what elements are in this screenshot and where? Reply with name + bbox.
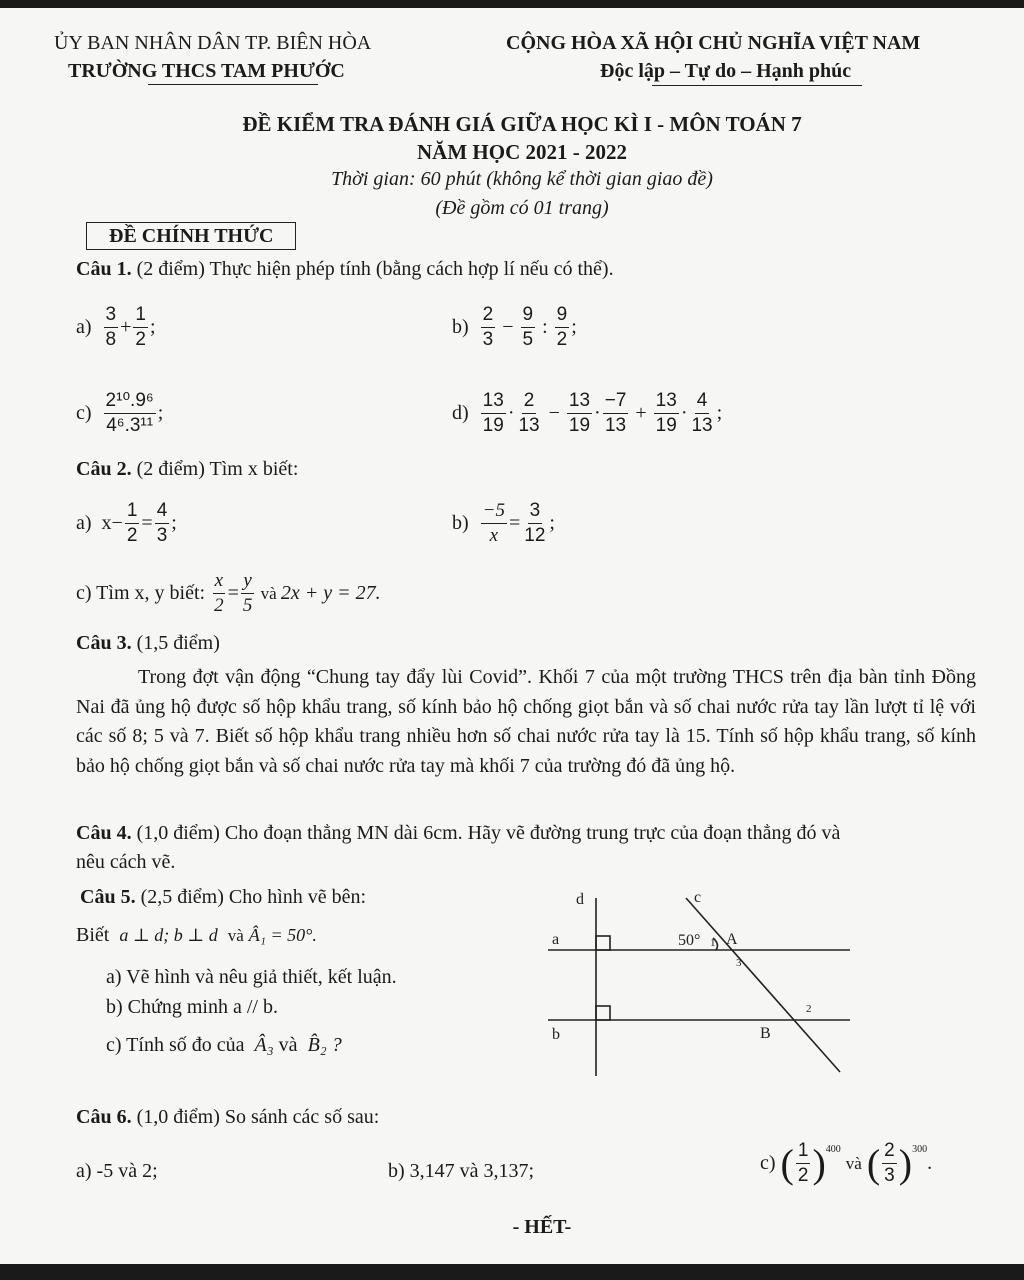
fraction: $\frac{2}{3}$ xyxy=(884,1140,895,1186)
q4-label: Câu 4. xyxy=(76,822,132,844)
q2-heading xyxy=(76,458,298,481)
header-nation: CỘNG HÒA XÃ HỘI CHỦ NGHĨA VIỆT NAM xyxy=(506,32,921,54)
label-B: B xyxy=(760,1025,771,1042)
q1b: b) $\frac{2}{3}$ − $\frac{9}{5}$ : $\frac{9}{2}$ ; xyxy=(452,304,577,350)
q2c-equation: 2x + y = 27. xyxy=(280,582,381,604)
label-d: d xyxy=(576,891,584,908)
q6-heading xyxy=(76,1106,379,1129)
q2a-label: a) xyxy=(76,512,92,534)
q2-text: (2 điểm) Tìm x biết: xyxy=(136,458,299,480)
fraction: $\frac{4}{13}$ xyxy=(691,390,713,436)
q2c-text: c) Tìm x, y biết: xyxy=(76,582,206,604)
label-2: 2 xyxy=(806,1003,812,1015)
q5-heading xyxy=(80,886,366,909)
right-angle-mark-a xyxy=(596,936,610,950)
line-c xyxy=(686,898,840,1072)
header-motto-underline xyxy=(652,85,862,86)
label-3: 3 xyxy=(736,957,742,969)
fraction: $\frac{1}{2}$ xyxy=(135,304,146,350)
q4-text: (1,0 điểm) Cho đoạn thẳng MN dài 6cm. Hãy vẽ đường trung trực của đoạn thẳng đó và xyxy=(136,822,841,844)
fraction: $\frac{1}{2}$ xyxy=(126,500,138,546)
exam-pages: (Đề gồm có 01 trang) xyxy=(435,197,609,219)
q2a: a) x − $\frac{1}{2}$ = $\frac{4}{3}$ ; xyxy=(76,500,177,546)
exam-year: NĂM HỌC 2021 - 2022 xyxy=(417,140,627,164)
q1b-label: b) xyxy=(452,316,469,338)
q5a: a) Vẽ hình và nêu giả thiết, kết luận. xyxy=(106,966,397,988)
fraction: $\frac{9}{2}$ xyxy=(556,304,568,350)
right-angle-mark-b xyxy=(596,1006,610,1020)
q2-label: Câu 2. xyxy=(76,458,132,480)
q1-heading xyxy=(76,258,614,281)
q5c: c) Tính số đo của Â₃ và B̂₂ ? xyxy=(106,1034,342,1056)
q1d-label: d) xyxy=(452,402,469,424)
q2c: c) Tìm x, y biết: $\frac{x}{2}$ = $\frac{y}{5}$ và 2x + y = 27. xyxy=(76,570,381,616)
q1-text: (2 điểm) Thực hiện phép tính (bằng cách hợp lí nếu có thể). xyxy=(136,258,614,280)
header-school-underline xyxy=(148,84,318,85)
q5-text: (2,5 điểm) Cho hình vẽ bên: xyxy=(140,886,367,908)
header-committee: ỦY BAN NHÂN DÂN TP. BIÊN HÒA xyxy=(54,32,372,54)
q6c: c) ( $\frac{1}{2}$ ) 400 và ( $\frac{2}{3}$ ) 300 . xyxy=(760,1140,933,1186)
fraction: $\frac{13}{19}$ xyxy=(482,390,504,436)
q3-text: (1,5 điểm) xyxy=(136,632,220,654)
fraction: $\frac{1}{2}$ xyxy=(797,1140,809,1186)
q1a-label: a) xyxy=(76,316,92,338)
q1a: a) $\frac{3}{8}$ + $\frac{1}{2}$ ; xyxy=(76,304,156,350)
label-b: b xyxy=(552,1026,560,1043)
official-stamp: ĐỀ CHÍNH THỨC xyxy=(86,222,296,250)
exam-time: Thời gian: 60 phút (không kể thời gian giao đề) xyxy=(331,168,713,190)
fraction: $\frac{13}{19}$ xyxy=(568,390,591,436)
q6-label: Câu 6. xyxy=(76,1106,132,1128)
q6-text: (1,0 điểm) So sánh các số sau: xyxy=(136,1106,380,1128)
label-a: a xyxy=(552,931,560,948)
fraction: $\frac{-7}{13}$ xyxy=(604,390,627,436)
q5-label: Câu 5. xyxy=(80,886,136,908)
fraction: $\frac{-5}{x}$ xyxy=(482,500,505,546)
header-motto: Độc lập – Tự do – Hạnh phúc xyxy=(600,60,852,82)
q1c: c) $\frac{\text{2¹⁰.9⁶}}{\text{4⁶.3¹¹}}$ ; xyxy=(76,390,164,436)
q3-heading xyxy=(76,632,220,655)
fraction: $\frac{3}{12}$ xyxy=(524,500,546,546)
label-1: 1 xyxy=(710,937,716,949)
fraction: $\frac{13}{19}$ xyxy=(655,390,677,436)
q5-given: Biết a ⊥ d; b ⊥ d và Â₁ = 50°. xyxy=(76,924,317,946)
q1d: d) $\frac{13}{19}$ · $\frac{2}{13}$ − $\frac{13}{19}$ · $\frac{-7}{13}$ + $\frac{13}{19}$ · $\frac{4}{13}$ ; xyxy=(452,390,723,436)
q6a: a) -5 và 2; xyxy=(76,1160,158,1182)
fraction: $\frac{y}{5}$ xyxy=(242,570,253,616)
q5b: b) Chứng minh a // b. xyxy=(106,996,278,1018)
header-school: TRƯỜNG THCS TAM PHƯỚC xyxy=(68,60,345,82)
fraction: $\frac{3}{8}$ xyxy=(105,304,117,350)
q2a-x: x xyxy=(101,512,112,534)
fraction: $\frac{x}{2}$ xyxy=(214,570,224,616)
end-marker: - HẾT- xyxy=(512,1216,572,1238)
q3-body: Trong đợt vận động “Chung tay đẩy lùi Covid”. Khối 7 của một trường THCS trên địa bàn tỉnh Đồng Nai đã ủng hộ được số hộp khẩu trang, số kính bảo hộ chống giọt bắn và số chai nước rửa tay lần lượt tỉ lệ với các số 8; 5 và 7. Biết số hộp khẩu trang nhiều hơn số chai nước rửa tay là 15. Tính số hộp khẩu trang, số kính bảo hộ chống giọt bắn và số chai nước rửa tay mà khối 7 của trường đó đã ủng hộ. xyxy=(76,666,976,777)
q1-label: Câu 1. xyxy=(76,258,132,280)
fraction: $\frac{2}{3}$ xyxy=(482,304,494,350)
exam-page xyxy=(0,8,1024,1264)
q3-label: Câu 3. xyxy=(76,632,132,654)
fraction: $\frac{9}{5}$ xyxy=(522,304,534,350)
fraction: $\frac{2}{13}$ xyxy=(518,390,540,436)
q2b-label: b) xyxy=(452,512,469,534)
q4-text-cont: nêu cách vẽ. xyxy=(76,851,176,873)
exam-title: ĐỀ KIỂM TRA ĐÁNH GIÁ GIỮA HỌC KÌ I - MÔN TOÁN 7 xyxy=(242,112,802,136)
q4-heading xyxy=(76,822,840,845)
label-angle-50: 50° xyxy=(678,932,701,949)
label-c: c xyxy=(694,889,702,906)
geometry-figure xyxy=(540,884,860,1084)
q2b: b) $\frac{-5}{x}$ = $\frac{3}{12}$ ; xyxy=(452,500,555,546)
q1c-label: c) xyxy=(76,402,92,424)
label-A: A xyxy=(726,931,738,948)
q6b: b) 3,147 và 3,137; xyxy=(388,1160,535,1182)
fraction: $\frac{4}{3}$ xyxy=(156,500,168,546)
fraction: $\frac{\text{2¹⁰.9⁶}}{\text{4⁶.3¹¹}}$ xyxy=(105,390,154,436)
